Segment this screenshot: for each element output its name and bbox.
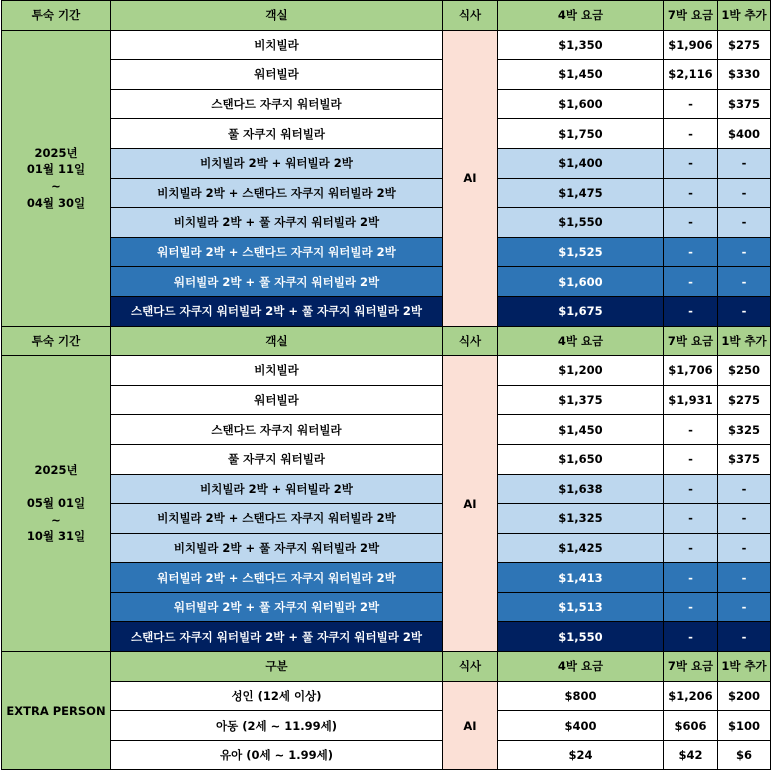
room-name: 워터빌라	[111, 60, 443, 90]
room-name: 풀 자쿠지 워터빌라	[111, 119, 443, 149]
extra-person-label: EXTRA PERSON	[2, 652, 111, 770]
stay-period-cell	[2, 30, 111, 326]
extra-night-rate: -	[718, 148, 771, 178]
rate-7-nights: -	[664, 208, 718, 238]
table-row	[2, 296, 771, 326]
table-row	[2, 533, 771, 563]
rate-4-nights: $1,375	[498, 385, 664, 415]
rate-7-nights: $42	[664, 740, 718, 770]
extra-night-header: 1박 추가	[718, 326, 771, 356]
extra-night-header: 1박 추가	[718, 652, 771, 682]
room-header: 객실	[111, 1, 443, 31]
room-name: 비치빌라 2박 + 풀 자쿠지 워터빌라 2박	[111, 208, 443, 238]
extra-night-rate: $325	[718, 415, 771, 445]
extra-night-rate: -	[718, 504, 771, 534]
rate-7-nights: -	[664, 504, 718, 534]
stay-period-line: 10월 31일	[26, 529, 86, 544]
table-row	[2, 178, 771, 208]
meal-plan-cell: AI	[443, 30, 498, 326]
table-row	[2, 415, 771, 445]
meal-header: 식사	[443, 652, 498, 682]
extra-night-rate: $275	[718, 385, 771, 415]
table-row	[2, 356, 771, 386]
stay-period-line: 2025년	[34, 463, 78, 478]
rate-4-nights: $1,200	[498, 356, 664, 386]
rate-7-nights: -	[664, 237, 718, 267]
meal-header: 식사	[443, 1, 498, 31]
extra-night-rate: -	[718, 474, 771, 504]
rate-4-nights: $1,350	[498, 30, 664, 60]
extra-night-rate: -	[718, 296, 771, 326]
table-row	[2, 444, 771, 474]
rate7-header: 7박 요금	[664, 1, 718, 31]
room-name: 비치빌라 2박 + 워터빌라 2박	[111, 474, 443, 504]
table-row	[2, 267, 771, 297]
guest-type: 유아 (0세 ~ 1.99세)	[111, 740, 443, 770]
rate-4-nights: $1,525	[498, 237, 664, 267]
rate-7-nights: $2,116	[664, 60, 718, 90]
rate-7-nights: -	[664, 89, 718, 119]
table-row	[2, 385, 771, 415]
stay-period-line: 04월 30일	[26, 195, 86, 210]
stay-period-line: 05월 01일	[26, 495, 86, 510]
room-name: 비치빌라	[111, 356, 443, 386]
rate-table	[1, 0, 771, 770]
rate-4-nights: $1,550	[498, 622, 664, 652]
room-name: 워터빌라 2박 + 풀 자쿠지 워터빌라 2박	[111, 592, 443, 622]
rate-4-nights: $800	[498, 681, 664, 711]
room-name: 비치빌라	[111, 30, 443, 60]
room-name: 워터빌라 2박 + 풀 자쿠지 워터빌라 2박	[111, 267, 443, 297]
room-name: 스탠다드 자쿠지 워터빌라	[111, 89, 443, 119]
stay-period-line	[2, 479, 110, 495]
extra-night-rate: -	[718, 592, 771, 622]
rate-7-nights: $606	[664, 711, 718, 741]
rate-4-nights: $1,650	[498, 444, 664, 474]
room-name: 비치빌라 2박 + 풀 자쿠지 워터빌라 2박	[111, 533, 443, 563]
stay-period-line: ~	[51, 179, 61, 194]
rate-7-nights: -	[664, 178, 718, 208]
rate-7-nights: -	[664, 563, 718, 593]
rate-7-nights: $1,931	[664, 385, 718, 415]
extra-night-rate: -	[718, 208, 771, 238]
extra-night-rate: $375	[718, 89, 771, 119]
rate7-header: 7박 요금	[664, 652, 718, 682]
table-row	[2, 119, 771, 149]
table-row	[2, 711, 771, 741]
stay-period-cell	[2, 356, 111, 652]
meal-header: 식사	[443, 326, 498, 356]
extra-night-rate: $400	[718, 119, 771, 149]
table-row	[2, 504, 771, 534]
room-name: 비치빌라 2박 + 워터빌라 2박	[111, 148, 443, 178]
rate-7-nights: -	[664, 592, 718, 622]
room-name: 워터빌라 2박 + 스탠다드 자쿠지 워터빌라 2박	[111, 563, 443, 593]
extra-night-rate: -	[718, 267, 771, 297]
rate-7-nights: -	[664, 148, 718, 178]
room-name: 워터빌라	[111, 385, 443, 415]
extra-night-rate: $100	[718, 711, 771, 741]
rate4-header: 4박 요금	[498, 326, 664, 356]
rate-7-nights: -	[664, 622, 718, 652]
rate-7-nights: -	[664, 119, 718, 149]
extra-night-rate: $6	[718, 740, 771, 770]
meal-plan-cell: AI	[443, 356, 498, 652]
rate-7-nights: -	[664, 444, 718, 474]
rate-4-nights: $1,413	[498, 563, 664, 593]
table-row	[2, 681, 771, 711]
rate-4-nights: $1,675	[498, 296, 664, 326]
table-row	[2, 592, 771, 622]
rate-7-nights: -	[664, 267, 718, 297]
rate-4-nights: $1,450	[498, 415, 664, 445]
rate-4-nights: $1,325	[498, 504, 664, 534]
room-name: 풀 자쿠지 워터빌라	[111, 444, 443, 474]
extra-night-rate: $375	[718, 444, 771, 474]
table-row	[2, 60, 771, 90]
table-row	[2, 148, 771, 178]
extra-night-rate: -	[718, 622, 771, 652]
room-name: 스탠다드 자쿠지 워터빌라 2박 + 풀 자쿠지 워터빌라 2박	[111, 622, 443, 652]
rate-4-nights: $400	[498, 711, 664, 741]
room-name: 비치빌라 2박 + 스탠다드 자쿠지 워터빌라 2박	[111, 178, 443, 208]
rate-7-nights: $1,206	[664, 681, 718, 711]
guest-type: 성인 (12세 이상)	[111, 681, 443, 711]
rate7-header: 7박 요금	[664, 326, 718, 356]
table-row	[2, 30, 771, 60]
extra-night-rate: $330	[718, 60, 771, 90]
table-row	[2, 622, 771, 652]
rate-4-nights: $1,600	[498, 267, 664, 297]
section2-header-row	[2, 326, 771, 356]
room-name: 스탠다드 자쿠지 워터빌라 2박 + 풀 자쿠지 워터빌라 2박	[111, 296, 443, 326]
period-header: 투숙 기간	[2, 1, 111, 31]
extra-night-rate: -	[718, 563, 771, 593]
extra-night-header: 1박 추가	[718, 1, 771, 31]
rate-7-nights: -	[664, 474, 718, 504]
extra-person-header-row	[2, 652, 771, 682]
rate-4-nights: $1,425	[498, 533, 664, 563]
rate-4-nights: $1,550	[498, 208, 664, 238]
category-header: 구분	[111, 652, 443, 682]
section1-header-row	[2, 1, 771, 31]
room-name: 스탠다드 자쿠지 워터빌라	[111, 415, 443, 445]
rate-7-nights: $1,906	[664, 30, 718, 60]
table-row	[2, 740, 771, 770]
table-row	[2, 563, 771, 593]
rate-4-nights: $1,400	[498, 148, 664, 178]
stay-period-line: ~	[51, 512, 61, 527]
rate-4-nights: $1,513	[498, 592, 664, 622]
rate-4-nights: $1,750	[498, 119, 664, 149]
table-row	[2, 237, 771, 267]
rate-7-nights: $1,706	[664, 356, 718, 386]
room-header: 객실	[111, 326, 443, 356]
rate-4-nights: $24	[498, 740, 664, 770]
stay-period-line: 01월 11일	[26, 162, 86, 177]
extra-night-rate: $250	[718, 356, 771, 386]
table-row	[2, 89, 771, 119]
rate4-header: 4박 요금	[498, 1, 664, 31]
guest-type: 아동 (2세 ~ 11.99세)	[111, 711, 443, 741]
rate-4-nights: $1,600	[498, 89, 664, 119]
extra-night-rate: $275	[718, 30, 771, 60]
extra-night-rate: -	[718, 178, 771, 208]
rate-7-nights: -	[664, 533, 718, 563]
rate4-header: 4박 요금	[498, 652, 664, 682]
room-name: 워터빌라 2박 + 스탠다드 자쿠지 워터빌라 2박	[111, 237, 443, 267]
meal-plan-cell: AI	[443, 681, 498, 770]
extra-night-rate: -	[718, 533, 771, 563]
stay-period-line: 2025년	[34, 145, 78, 160]
rate-7-nights: -	[664, 415, 718, 445]
extra-night-rate: -	[718, 237, 771, 267]
table-row	[2, 474, 771, 504]
room-name: 비치빌라 2박 + 스탠다드 자쿠지 워터빌라 2박	[111, 504, 443, 534]
table-row	[2, 208, 771, 238]
extra-night-rate: $200	[718, 681, 771, 711]
rate-4-nights: $1,475	[498, 178, 664, 208]
rate-4-nights: $1,638	[498, 474, 664, 504]
period-header: 투숙 기간	[2, 326, 111, 356]
rate-4-nights: $1,450	[498, 60, 664, 90]
rate-7-nights: -	[664, 296, 718, 326]
